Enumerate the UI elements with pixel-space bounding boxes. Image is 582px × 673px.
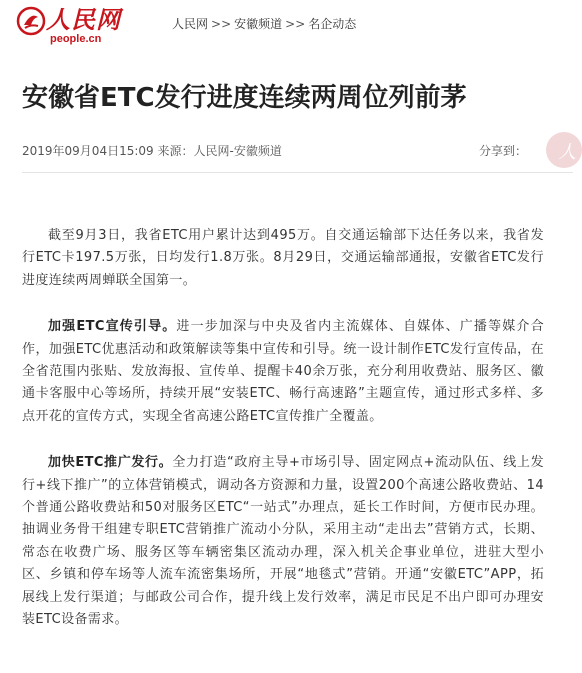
divider — [22, 172, 573, 173]
breadcrumb-section[interactable]: 名企动态 — [308, 17, 357, 31]
article-paragraph — [22, 316, 544, 428]
share-label: 分享到： — [478, 144, 527, 158]
site-logo[interactable] — [16, 6, 126, 46]
paragraph-lead: 加强ETC宣传引导。 — [48, 319, 177, 335]
breadcrumb-channel[interactable]: 安徽频道 — [234, 17, 283, 31]
article-paragraph — [22, 452, 544, 631]
people-logo-icon — [16, 6, 46, 36]
article-body — [22, 225, 544, 656]
breadcrumb-separator: >> — [211, 17, 232, 31]
breadcrumb-separator: >> — [285, 17, 306, 31]
paragraph-lead: 加快ETC推广发行。 — [48, 455, 173, 471]
site-header — [0, 0, 573, 50]
logo-text: 人民网 — [46, 5, 121, 34]
article-paragraph — [22, 225, 544, 292]
breadcrumb-home[interactable]: 人民网 — [172, 17, 209, 31]
logo-domain: people.cn — [50, 33, 102, 45]
article-source[interactable]: 来源：人民网-安徽频道 — [157, 144, 282, 158]
paragraph-text: 截至9月3日，我省ETC用户累计达到495万。自交通运输部下达任务以来，我省发行ETC卡197.5万张，日均发行1.8万张。8月29日，交通运输部通报，安徽省ETC发行进度连续两周蝉联全国第一。 — [22, 228, 544, 288]
article-title: 安徽省ETC发行进度连续两周位列前茅 — [22, 83, 467, 113]
breadcrumb — [172, 16, 356, 32]
share-icon[interactable]: 人 — [546, 132, 582, 168]
paragraph-text: 进一步加深与中央及省内主流媒体、自媒体、广播等媒介合作，加强ETC优惠活动和政策解读等集中宣传和引导。统一设计制作ETC发行宣传品，在全省范围内张贴、发放海报、宣传单、提醒卡40余万张，充分利用收费站、服务区、徽通卡客服中心等场所，持续开展“安装ETC、畅行高速路”主题宣传，通过形式多样、多点开花的宣传方式，实现全省高速公路ETC宣传推广全覆盖。 — [22, 319, 544, 424]
article-date: 2019年09月04日15:09 — [22, 144, 154, 158]
article-meta — [22, 142, 282, 160]
paragraph-text: 全力打造“政府主导+市场引导、固定网点+流动队伍、线上发行+线下推广”的立体营销模式，调动各方资源和力量，设置200个高速公路收费站、14个普通公路收费站和50对服务区ETC“一站式”办理点，延长工作时间，方便市民办理。抽调业务骨干组建专职ETC营销推广流动小分队，采用主动“走出去”营销方式，长期、常态在收费广场、服务区等车辆密集区流动办理，深入机关企事业单位，进驻大型小区、乡镇和停车场等人流车流密集场所，开展“地毯式”营销。开通“安徽ETC”APP，拓展线上发行渠道；与邮政公司合作，提升线上发行效率，满足市民足不出户即可办理安装ETC设备需求。 — [22, 455, 544, 628]
